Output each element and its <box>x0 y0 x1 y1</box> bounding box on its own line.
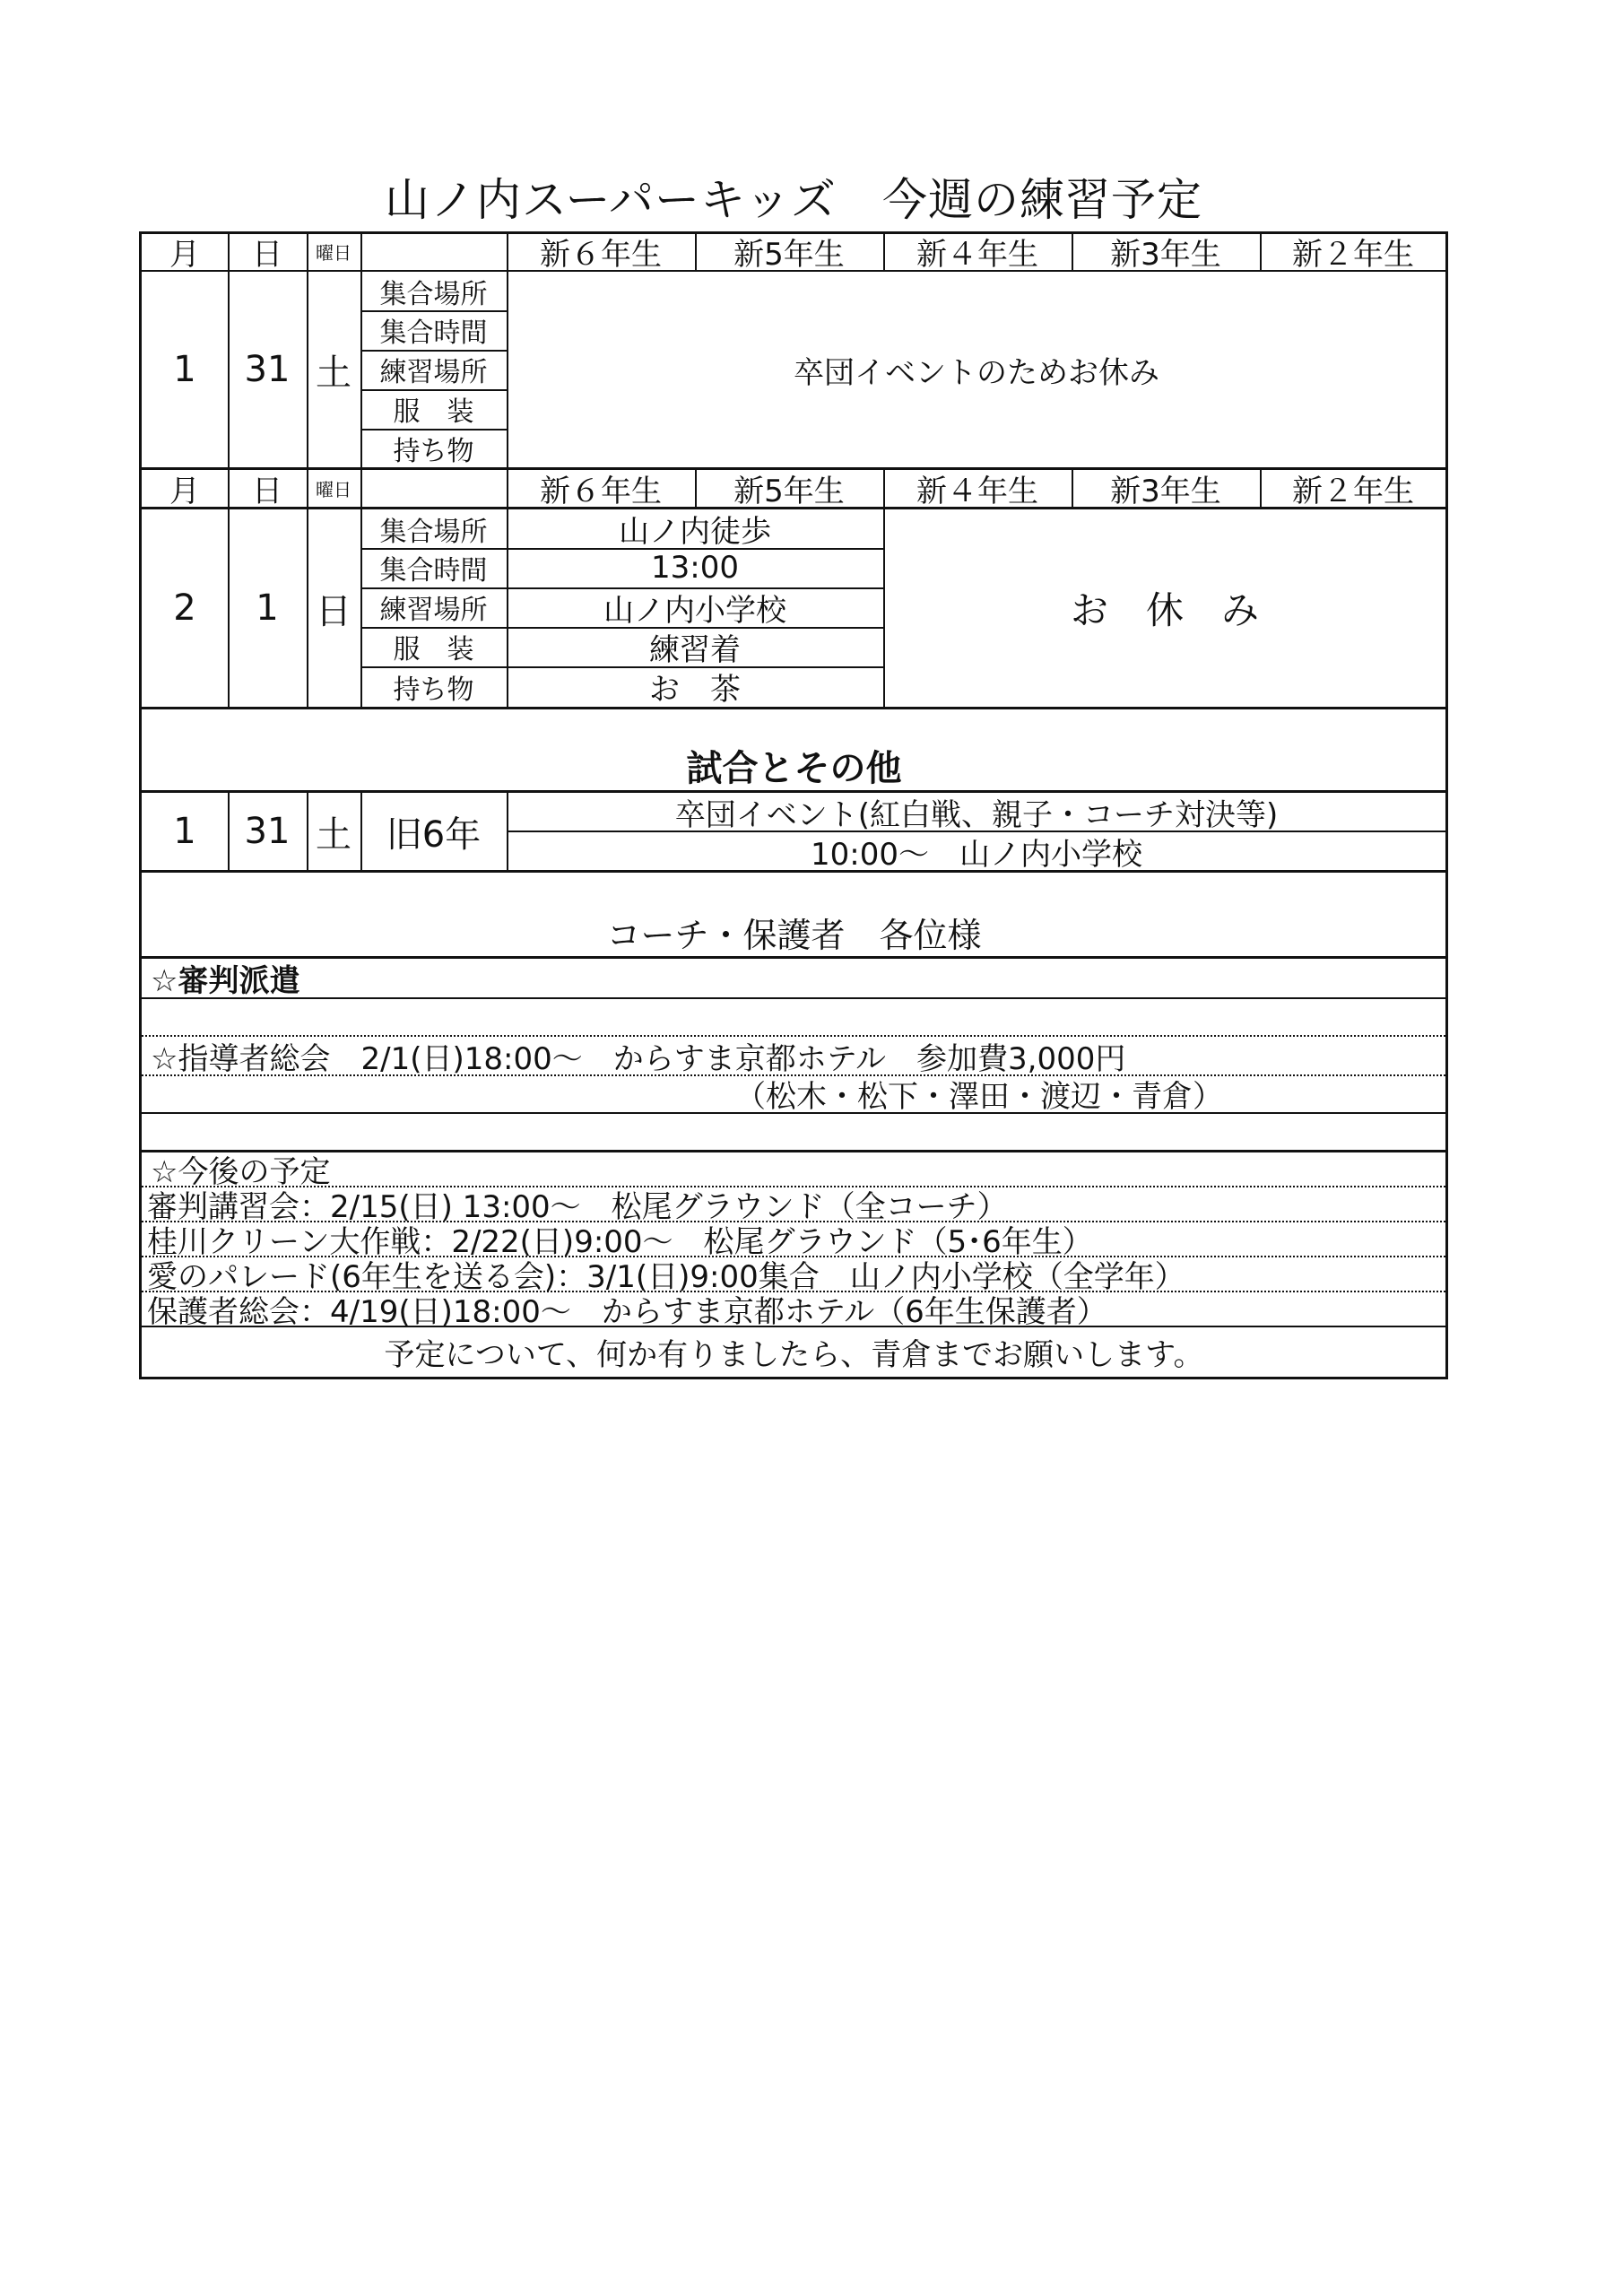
block1-label-practice-place: 練習場所 <box>379 357 488 388</box>
referee-dispatch: ☆審判派遣 <box>151 962 300 999</box>
block2-value-clothing: 練習着 <box>649 631 741 668</box>
header-grade-4: 新４年生 <box>916 236 1038 273</box>
block1-note: 卒団イベントのためお休み <box>794 354 1159 391</box>
header2-grade-3: 新3年生 <box>1110 473 1221 509</box>
block1-label-clothing: 服 装 <box>393 396 474 428</box>
games-heading: 試合とその他 <box>686 747 902 789</box>
block1-label-belongings: 持ち物 <box>393 435 474 467</box>
header-grade-3: 新3年生 <box>1110 236 1221 273</box>
notes-heading: コーチ・保護者 各位様 <box>606 915 982 955</box>
header-grade-6: 新６年生 <box>540 236 662 273</box>
leaders-members: （松木・松下・澤田・渡辺・青倉） <box>735 1078 1223 1115</box>
header2-grade-2: 新２年生 <box>1292 473 1414 509</box>
block2-label-meeting-place: 集合場所 <box>379 516 488 548</box>
block1-label-meeting-place: 集合場所 <box>379 278 488 310</box>
block2-value-meeting-time: 13:00 <box>651 550 739 586</box>
header2-grade-6: 新６年生 <box>540 473 662 509</box>
future-item-1: 審判講習会：2/15(日) 13:00～ 松尾グラウンド（全コーチ） <box>147 1188 1008 1225</box>
block1-weekday: 土 <box>316 352 352 394</box>
block2-label-meeting-time: 集合時間 <box>379 555 488 587</box>
block2-value-belongings: お 茶 <box>649 672 741 708</box>
header-month: 月 <box>169 236 200 273</box>
block2-month: 2 <box>173 587 196 629</box>
block1-day: 31 <box>244 349 291 390</box>
block2-day: 1 <box>256 587 279 629</box>
future-item-3: 愛のパレード(6年生を送る会)：3/1(日)9:00集合 山ノ内小学校（全学年） <box>147 1258 1185 1295</box>
header2-grade-4: 新４年生 <box>916 473 1038 509</box>
games-day: 31 <box>244 811 291 852</box>
games-time-place: 10:00～ 山ノ内小学校 <box>811 836 1142 873</box>
header2-month: 月 <box>169 473 200 509</box>
block2-rest: お 休 み <box>1070 588 1259 632</box>
leaders-meeting: ☆指導者総会 2/1(日)18:00～ からすま京都ホテル 参加費3,000円 <box>151 1040 1126 1077</box>
header2-grade-5: 新5年生 <box>733 473 845 509</box>
games-month: 1 <box>173 811 196 852</box>
block2-label-belongings: 持ち物 <box>393 674 474 706</box>
future-heading: ☆今後の予定 <box>151 1153 331 1190</box>
header-weekday: 曜日 <box>316 241 352 264</box>
block2-label-practice-place: 練習場所 <box>379 595 488 626</box>
games-team: 旧6年 <box>386 813 482 856</box>
header-grade-2: 新２年生 <box>1292 236 1414 273</box>
block2-label-clothing: 服 装 <box>393 634 474 665</box>
block2-weekday: 日 <box>316 590 352 632</box>
page-title: 山ノ内スーパーキッズ 今週の練習予定 <box>385 174 1202 226</box>
block1-label-meeting-time: 集合時間 <box>379 317 488 349</box>
header2-weekday: 曜日 <box>316 478 352 500</box>
games-event: 卒団イベント(紅白戦、親子・コーチ対決等) <box>674 796 1279 833</box>
header-grade-5: 新5年生 <box>733 236 845 273</box>
block1-month: 1 <box>173 349 196 390</box>
header-day: 日 <box>252 236 282 273</box>
header2-day: 日 <box>252 473 282 509</box>
footer-note: 予定について、何か有りましたら、青倉までお願いします。 <box>384 1336 1204 1373</box>
block2-value-practice-place: 山ノ内小学校 <box>603 592 786 629</box>
block2-value-meeting-place: 山ノ内徒歩 <box>619 514 771 550</box>
future-item-2: 桂川クリーン大作戦：2/22(日)9:00～ 松尾グラウンド（5･6年生） <box>147 1223 1093 1260</box>
future-item-4: 保護者総会：4/19(日)18:00～ からすま京都ホテル（6年生保護者） <box>147 1293 1107 1330</box>
games-weekday: 土 <box>316 813 352 856</box>
